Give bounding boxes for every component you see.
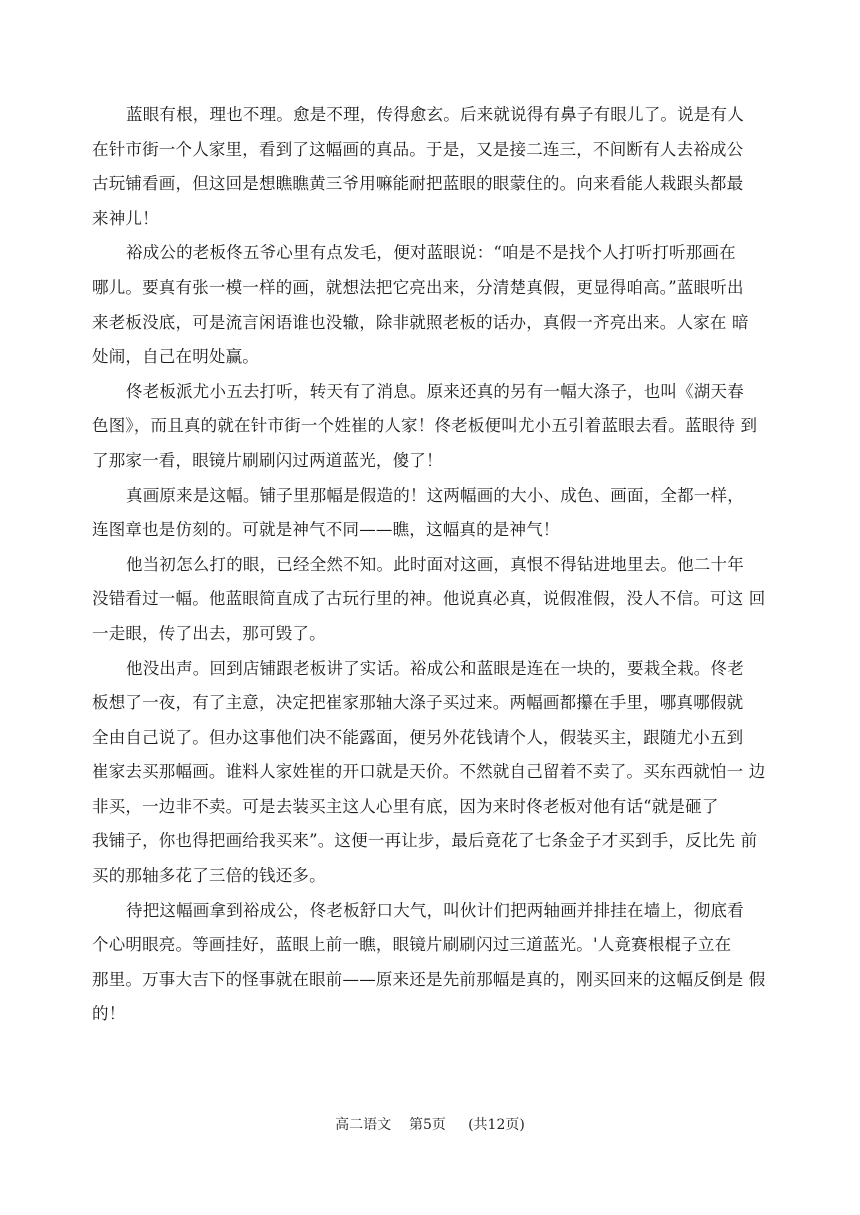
text-line: 待把这幅画拿到裕成公，佟老板舒口大气，叫伙计们把两轴画并排挂在墙上，彻底看 <box>126 900 744 920</box>
text-line: 那里。万事大吉下的怪事就在眼前——原来还是先前那幅是真的，刚买回来的这幅反倒是 假 <box>92 969 766 989</box>
text-line: 他没出声。回到店铺跟老板讲了实话。裕成公和蓝眼是连在一块的，要栽全栽。佟老 <box>126 658 744 678</box>
text-line: 真画原来是这幅。铺子里那幅是假造的！这两幅画的大小、成色、画面，全都一样， <box>126 485 744 505</box>
text-line: 色图》，而且真的就在针市街一个姓崔的人家！佟老板便叫尤小五引着蓝眼去看。蓝眼待 到 <box>92 416 758 436</box>
text-line: 个心明眼亮。等画挂好，蓝眼上前一瞧，眼镜片刷刷闪过三道蓝光。'人竟赛根棍子立在 <box>92 935 732 955</box>
text-line: 崔家去买那幅画。谁料人家姓崔的开口就是天价。不然就自己留着不卖了。买东西就怕一 边 <box>92 762 766 782</box>
text-line: 没错看过一幅。他蓝眼简直成了古玩行里的神。他说真必真，说假准假，没人不信。可这 回 <box>92 589 766 609</box>
text-line: 蓝眼有根，理也不理。愈是不理，传得愈玄。后来就说得有鼻子有眼儿了。说是有人 <box>126 105 744 124</box>
text-line: 的！ <box>92 1004 126 1024</box>
text-line: 古玩铺看画，但这回是想瞧瞧黄三爷用嘛能耐把蓝眼的眼蒙住的。向来看能人栽跟头都最 <box>92 174 744 194</box>
text-line: 他当初怎么打的眼，已经全然不知。此时面对这画，真恨不得钻进地里去。他二十年 <box>126 554 744 574</box>
text-line: 连图章也是仿刻的。可就是神气不同——瞧，这幅真的是神气！ <box>92 520 560 540</box>
text-line: 板想了一夜，有了主意，决定把崔家那轴大涤子买过来。两幅画都攥在手里，哪真哪假就 <box>92 693 744 713</box>
text-line: 处闹，自己在明处赢。 <box>92 347 259 367</box>
page-footer: 高二语文 第5页 (共12页) <box>335 1117 525 1133</box>
text-line: 哪儿。要真有张一模一样的画，就想法把它亮出来，分清楚真假，更显得咱高。”蓝眼听出 <box>92 277 744 297</box>
text-line: 全由自己说了。但办这事他们决不能露面，便另外花钱请个人，假装买主，跟随尤小五到 <box>92 727 744 747</box>
text-line: 非买，一边非不卖。可是去装买主这人心里有底，因为来时佟老板对他有话“就是砸了 <box>92 796 719 816</box>
text-line: 来老板没底，可是流言闲语谁也没辙，除非就照老板的话办，真假一齐亮出来。人家在 暗 <box>92 312 749 332</box>
body-text <box>92 98 772 1032</box>
text-line: 在针市街一个人家里，看到了这幅画的真品。于是，又是接二连三，不间断有人去裕成公 <box>92 139 744 159</box>
text-line: 我铺子，你也得把画给我买来”。这便一再让步，最后竟花了七条金子才买到手，反比先 前 <box>92 831 758 851</box>
text-line: 佟老板派尤小五去打听，转天有了消息。原来还真的另有一幅大涤子，也叫《湖天春 <box>126 381 744 401</box>
text-line: 裕成公的老板佟五爷心里有点发毛，便对蓝眼说：“咱是不是找个人打听打听那画在 <box>126 243 736 263</box>
text-line: 了那家一看，眼镜片刷刷闪过两道蓝光，傻了！ <box>92 450 443 470</box>
text-line: 买的那轴多花了三倍的钱还多。 <box>92 866 326 886</box>
text-line: 来神儿！ <box>92 208 159 228</box>
text-line: 一走眼，传了出去，那可毁了。 <box>92 623 326 643</box>
